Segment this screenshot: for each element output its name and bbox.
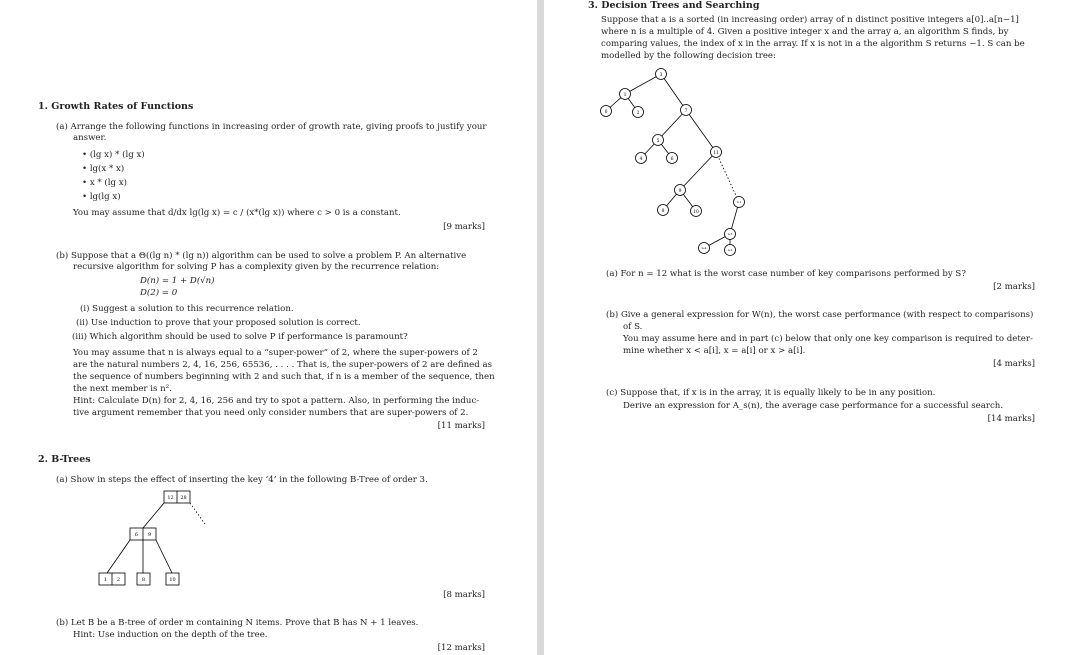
section-1-title: 1. Growth Rates of Functions — [38, 101, 194, 112]
q1b-line2: recursive algorithm for solving P has a complexity given by the recurrence relation: — [73, 262, 440, 272]
q3b-marks: [4 marks] — [993, 359, 1035, 369]
q1a-assumption — [73, 208, 401, 219]
q3b-line3: You may assume here and in part (c) below that only one key comparison is required to deter- — [623, 334, 1033, 344]
btree-key: 28 — [180, 495, 187, 501]
decision-tree-diagram — [594, 64, 754, 264]
q3a-marks: [2 marks] — [993, 282, 1035, 292]
assumption-expression: d/dx lg(lg x) = c / (x*(lg x)) — [167, 208, 285, 218]
q1b-line1: (b) Suppose that a Θ((lg n) * (lg n)) algorithm can be used to solve a problem P. An alternative — [56, 251, 467, 261]
q3c-line2: Derive an expression for A_s(n), the average case performance for a successful search. — [623, 401, 1004, 411]
btree-key: 9 — [147, 532, 152, 538]
q3-para-line: Suppose that a is a sorted (in increasing order) array of n distinct positive integers a[0]..a[n−1] — [601, 15, 1019, 25]
right-page — [544, 0, 1081, 655]
q3a-line: (a) For n = 12 what is the worst case number of key comparisons performed by S? — [606, 269, 966, 279]
left-page — [0, 0, 537, 655]
bullet-item: • x * (lg x) — [82, 178, 127, 188]
btree-diagram — [90, 486, 220, 590]
q1b-para-line: the next member is n². — [73, 384, 172, 394]
tree-node-label: 9 — [678, 188, 682, 194]
bullet-item: • lg(lg x) — [82, 192, 121, 202]
tree-node-label: 11 — [713, 150, 719, 156]
q1b-sub-iii: (iii) Which algorithm should be used to solve P if performance is paramount? — [72, 332, 408, 342]
bullet-item: • lg(x * x) — [82, 164, 125, 174]
bullet-text: lg(x * x) — [89, 164, 125, 174]
tree-node-label: 4 — [639, 156, 643, 162]
q1a-marks: [9 marks] — [443, 222, 485, 232]
tree-node-label: 8 — [661, 208, 665, 214]
tree-node-label: 10 — [693, 209, 699, 215]
q3-para-line: comparing values, the index of x in the array. If x is not in a the algorithm S returns −1. S can be — [601, 39, 1025, 49]
q3-para-line: modelled by the following decision tree: — [601, 51, 776, 61]
btree-key: 2 — [116, 577, 121, 583]
q1b-hint-line: tive argument remember that you need only consider numbers that are super-powers of 2. — [73, 408, 469, 418]
bullet-text: lg(lg x) — [89, 192, 121, 202]
tree-node-label: n-1 — [736, 200, 742, 205]
q2a-line: (a) Show in steps the effect of inserting the key ‘4’ in the following B-Tree of order 3. — [56, 475, 428, 485]
q3b-line2: of S. — [623, 322, 643, 332]
tree-node-label: 1 — [623, 92, 627, 98]
q1b-para-line: the sequence of numbers beginning with 2 and such that, if n is a member of the sequence, then — [73, 372, 495, 382]
q3c-marks: [14 marks] — [987, 414, 1035, 424]
tree-node-label: 6 — [670, 156, 674, 162]
assumption-pre: You may assume that — [73, 208, 168, 218]
btree-key: 12 — [167, 495, 174, 501]
assumption-post: where c > 0 is a constant. — [284, 208, 401, 218]
q3b-line1: (b) Give a general expression for W(n), the worst case performance (with respect to comparisons) — [606, 310, 1034, 320]
section-2-title: 2. B-Trees — [38, 454, 91, 465]
q3c-line1: (c) Suppose that, if x is in the array, it is equally likely to be in any position. — [606, 388, 936, 398]
q1b-sub-ii: (ii) Use induction to prove that your proposed solution is correct. — [76, 318, 361, 328]
q2b-marks: [12 marks] — [437, 643, 485, 653]
bullet-item: • (lg x) * (lg x) — [82, 150, 145, 160]
recurrence-1: D(n) = 1 + D(√n) — [140, 276, 215, 286]
btree-key: 8 — [141, 577, 146, 583]
btree-key: 1 — [103, 577, 108, 583]
btree-key: 10 — [169, 577, 176, 583]
q3-para-line: where n is a multiple of 4. Given a positive integer x and the array a, an algorithm S finds, by — [601, 27, 1009, 37]
tree-node-label: 5 — [656, 138, 660, 144]
q2a-marks: [8 marks] — [443, 590, 485, 600]
tree-node-label: 3 — [659, 72, 663, 78]
tree-node-label: n-2 — [727, 248, 733, 253]
tree-node-label: 2 — [636, 110, 640, 116]
tree-node-label: 0 — [604, 109, 608, 115]
q1b-marks: [11 marks] — [437, 421, 485, 431]
tree-node-label: n-4 — [701, 246, 707, 251]
q1a-line1: (a) Arrange the following functions in increasing order of growth rate, giving proofs to justify your — [56, 122, 487, 132]
q1b-para-line: are the natural numbers 2, 4, 16, 256, 65536, . . . . That is, the super-powers of 2 are defined as — [73, 360, 493, 370]
tree-node-label: n-3 — [727, 232, 733, 237]
section-3-title: 3. Decision Trees and Searching — [588, 0, 760, 11]
q1a-line2: answer. — [73, 133, 107, 143]
tree-node-label: 7 — [684, 108, 688, 114]
bullet-text: (lg x) * (lg x) — [89, 150, 145, 160]
q1b-sub-i: (i) Suggest a solution to this recurrence relation. — [80, 304, 294, 314]
q1b-para-line: You may assume that n is always equal to a “super-power” of 2, where the super-powers of 2 — [73, 348, 478, 358]
q2b-line2: Hint: Use induction on the depth of the tree. — [73, 630, 268, 640]
q3b-line4: mine whether x < a[i], x = a[i] or x > a[i]. — [623, 346, 806, 356]
q1b-hint-line: Hint: Calculate D(n) for 2, 4, 16, 256 and try to spot a pattern. Also, in performing the induc- — [73, 396, 480, 406]
btree-key: 6 — [134, 532, 139, 538]
bullet-text: x * (lg x) — [89, 178, 127, 188]
recurrence-2: D(2) = 0 — [140, 288, 178, 298]
q2b-line1: (b) Let B be a B-tree of order m containing N items. Prove that B has N + 1 leaves. — [56, 618, 419, 628]
